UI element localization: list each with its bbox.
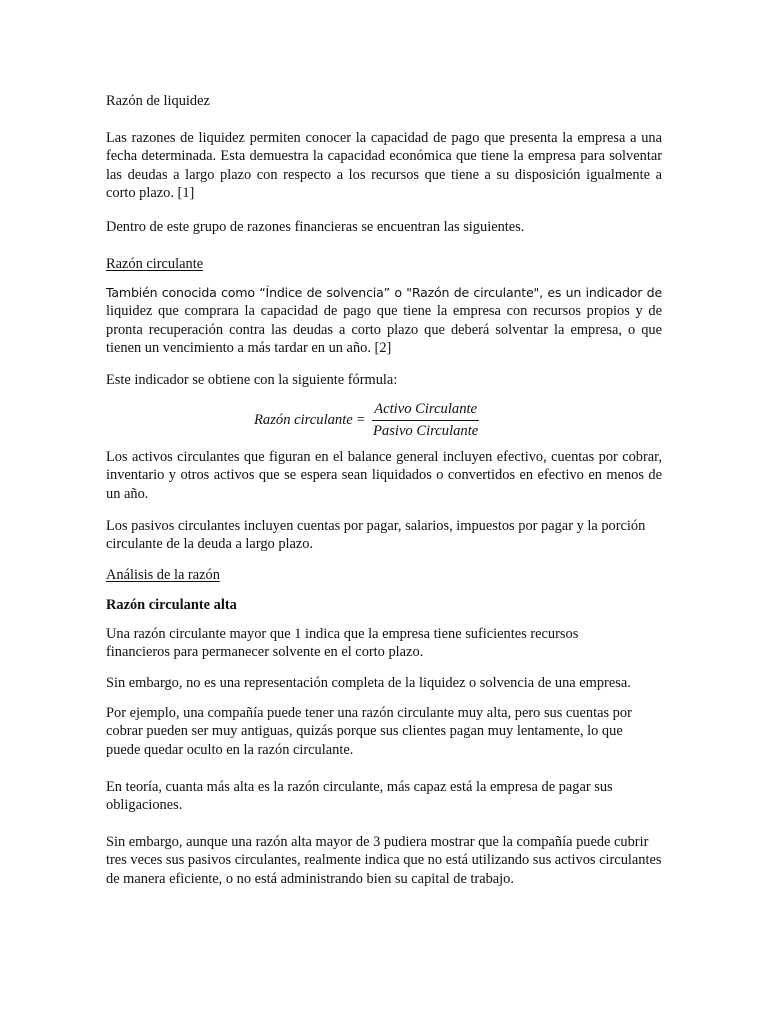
formula-denominator: Pasivo Circulante: [373, 422, 479, 439]
paragraph-teoria: En teoría, cuanta más alta es la razón circulante, más capaz está la empresa de pagar sus obligaciones.: [106, 779, 613, 814]
section-heading-razon-circulante: Razón circulante: [106, 256, 204, 272]
paragraph-sin-embargo-2: Sin embargo, aunque una razón alta mayor de 3 pudiera mostrar que la compañía puede cubrir tres veces sus pasivos circulantes, realmente indica que no está utilizando sus activos circulantes de manera eficiente, o no está administrando bien su capital de trabajo.: [106, 834, 662, 887]
pasivos-paragraph: Los pasivos circulantes incluyen cuentas por pagar, salarios, impuestos por pagar y la porción circulante de la deuda a largo plazo.: [106, 518, 646, 553]
formula-lhs: Razón circulante: [254, 411, 353, 428]
paragraph-mayor-que-uno: Una razón circulante mayor que 1 indica que la empresa tiene suficientes recursos financieros para permanecer solvente en el corto plazo.: [106, 626, 579, 661]
paragraph-sin-embargo-1: Sin embargo, no es una representación completa de la liquidez o solvencia de una empresa.: [106, 675, 631, 691]
paragraph-ejemplo: Por ejemplo, una compañía puede tener una razón circulante muy alta, pero sus cuentas por cobrar pueden ser muy antiguas, quizás porque sus clientes pagan muy lentamente, lo que puede quedar oculto en la razón circulante.: [106, 705, 632, 758]
section-heading-analisis: Análisis de la razón: [106, 567, 220, 583]
formula-fraction: [371, 401, 480, 440]
group-sentence: Dentro de este grupo de razones financieras se encuentran las siguientes.: [106, 219, 525, 235]
formula-intro: Este indicador se obtiene con la siguiente fórmula:: [106, 372, 398, 388]
formula: [254, 399, 480, 441]
formula-numerator: Activo Circulante: [372, 401, 479, 421]
intro-paragraph: Las razones de liquidez permiten conocer la capacidad de pago que presenta la empresa a una fecha determinada. Esta demuestra la capacidad económica que tiene la empresa para solventar las deudas a largo plazo con respecto a los recursos que tiene a su disposición igualmente a corto plazo. [1]: [106, 130, 662, 202]
formula-equals: =: [356, 411, 365, 428]
subheading-razon-circulante-alta: Razón circulante alta: [106, 597, 237, 613]
activos-paragraph: Los activos circulantes que figuran en el balance general incluyen efectivo, cuentas por cobrar, inventario y otros activos que se espera sean liquidados o convertidos en efectivo en menos de un año.: [106, 449, 662, 502]
definition-lead: También conocida como “Índice de solvencia” o "Razón de circulante", es un indicador de: [106, 285, 662, 300]
definition-rest: liquidez que comprara la capacidad de pago que tiene la empresa con recursos propios y de pronta recuperación contra las deudas a corto plazo que deberá solventar la empresa, o que tienen un vencimiento a más tardar en un año. [2]: [106, 303, 662, 357]
document-title: Razón de liquidez: [106, 93, 210, 109]
definition-paragraph: [106, 284, 662, 358]
